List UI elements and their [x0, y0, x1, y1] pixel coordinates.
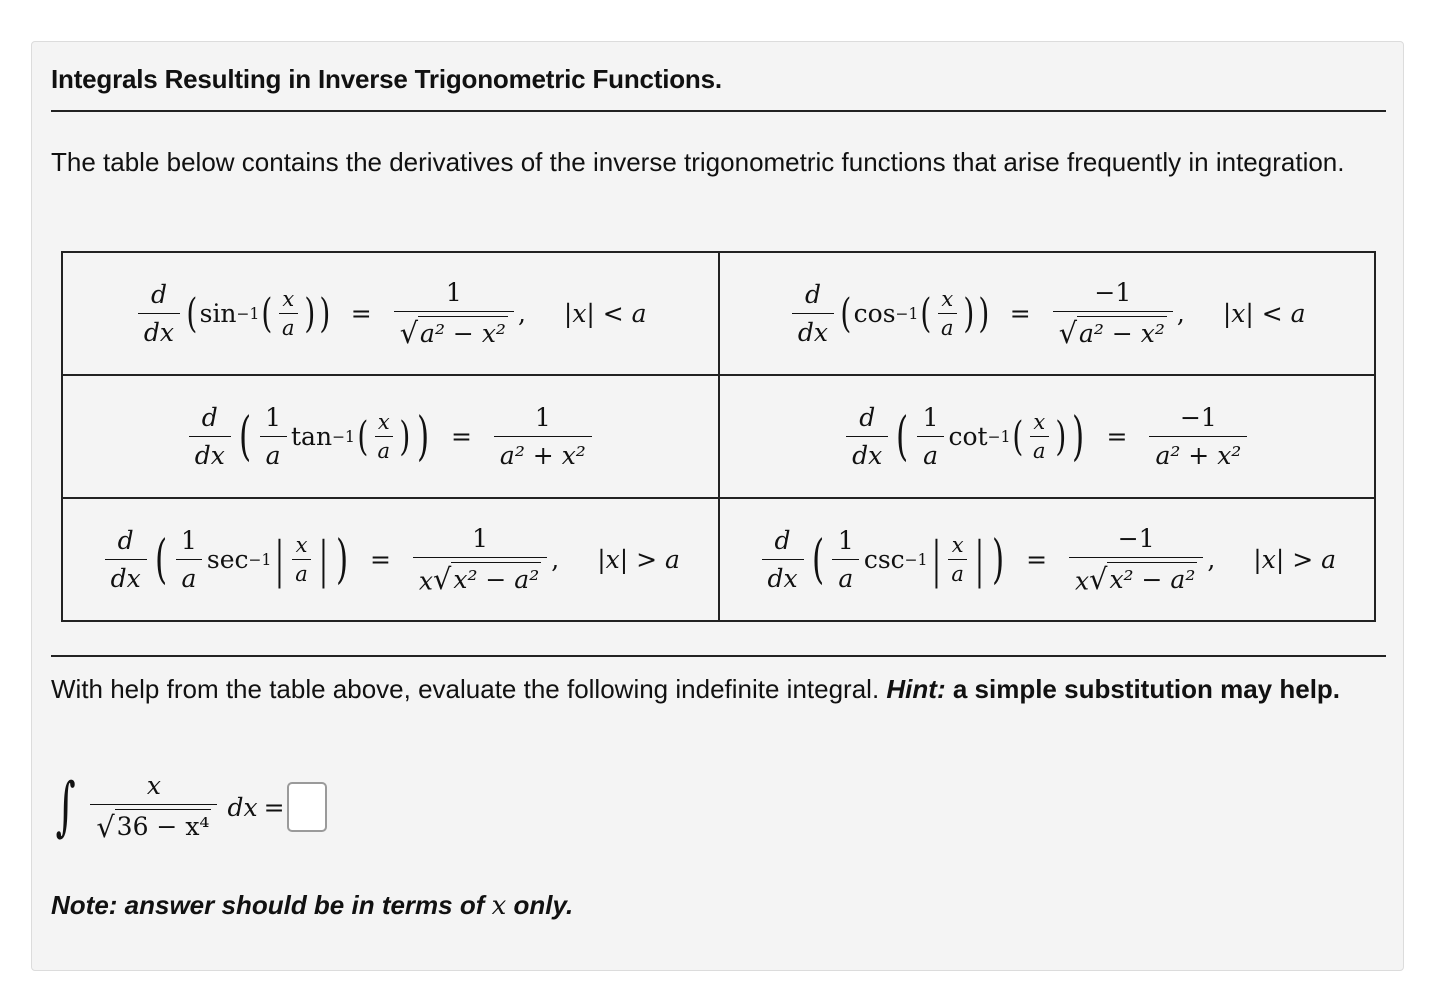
note-text: Note: answer should be in terms of x only. [51, 890, 574, 921]
formula-arccsc: $\frac{d}{dx}$ ( $\frac{1}{a}$ csc −1 | $\frac{x}{a}$ | ) = −1 x √ x² − a² , |x| > a [719, 498, 1376, 621]
integral-sign-icon: ∫ [55, 770, 76, 844]
table-row [62, 252, 1375, 375]
question-text: With help from the table above, evaluate the following indefinite integral. Hint: a simple substitution may help. [51, 674, 1341, 704]
formula-arctan: $\frac{d}{dx}$ ( $\frac{1}{a}$ tan −1 ( $\frac{x}{a}$ ) ) = $\frac{1}{\text{a² + x²}}$ [62, 375, 719, 498]
divider [51, 110, 1386, 112]
table-row [62, 498, 1375, 621]
answer-input[interactable] [287, 782, 327, 832]
formula-arcsin: $\frac{d}{dx}$ ( sin −1 ( $\frac{x}{a}$ ) ) = 1 √ a² − x² , |x| < a [62, 252, 719, 375]
divider [51, 655, 1386, 657]
derivatives-table [61, 251, 1376, 622]
formula-arccot: $\frac{d}{dx}$ ( $\frac{1}{a}$ cot −1 ( $\frac{x}{a}$ ) ) = $\frac{-1}{\text{a² + x²}}$ [719, 375, 1376, 498]
formula-arccos: $\frac{d}{dx}$ ( cos −1 ( $\frac{x}{a}$ ) ) = −1 √ a² − x² , |x| < a [719, 252, 1376, 375]
problem-card [31, 41, 1404, 971]
integrand: x √ 36 − x⁴ [90, 771, 217, 842]
formula-arcsec: $\frac{d}{dx}$ ( $\frac{1}{a}$ sec −1 | $\frac{x}{a}$ | ) = 1 x √ x² − a² , |x| > a [62, 498, 719, 621]
table-row [62, 375, 1375, 498]
integral-expression: ∫ x √ 36 − x⁴ dx = [49, 770, 327, 844]
intro-text: The table below contains the derivatives of the inverse trigonometric functions that arise frequently in integration. [51, 147, 1345, 177]
page-title: Integrals Resulting in Inverse Trigonometric Functions. [51, 64, 722, 94]
